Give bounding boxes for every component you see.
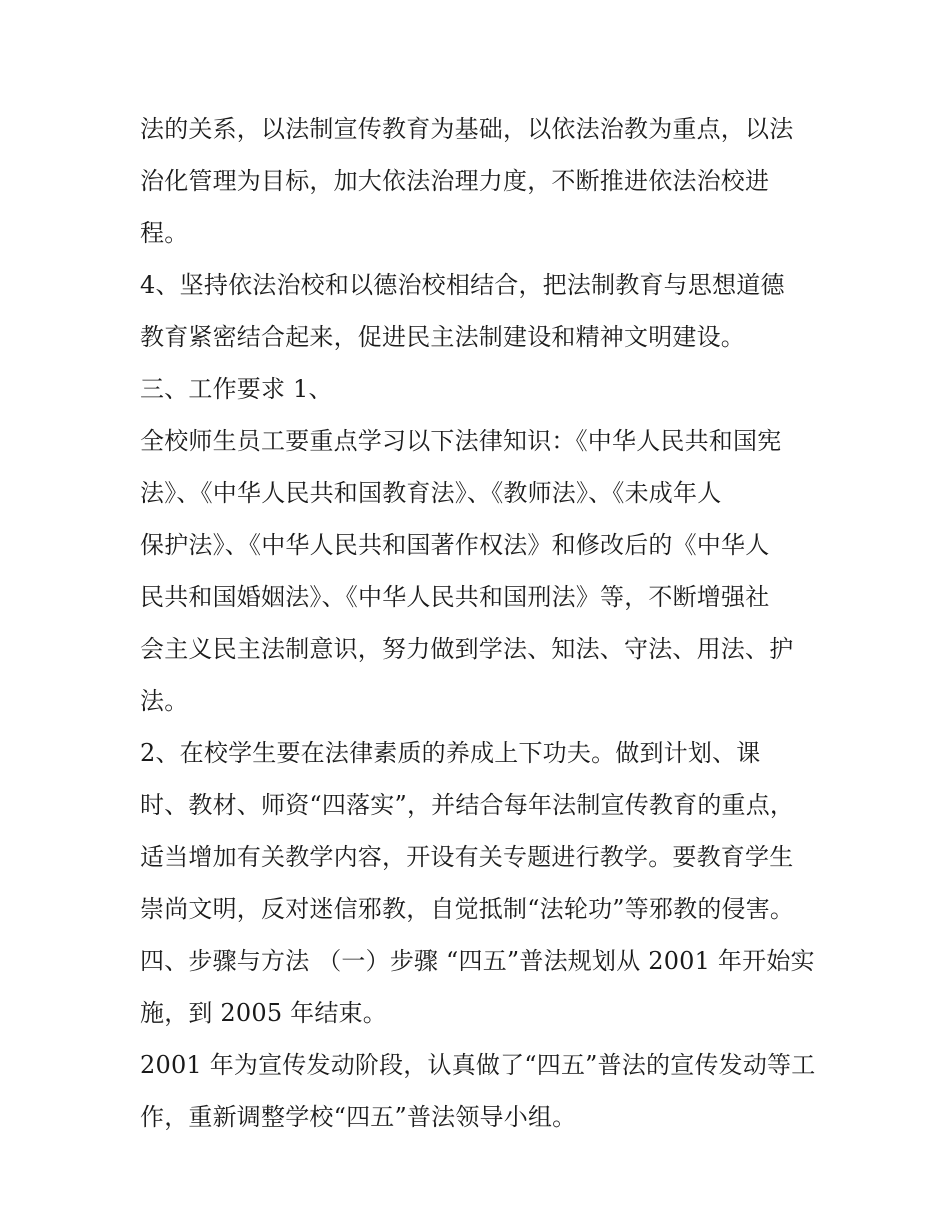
- text-line-15: 适当增加有关教学内容，开设有关专题进行教学。要教育学生: [140, 843, 794, 871]
- text-line-2: 治化管理为目标，加大依法治理力度，不断推进依法治校进: [140, 167, 770, 195]
- text-line-7: 全校师生员工要重点学习以下法律知识：《中华人民共和国宪: [140, 427, 782, 455]
- text-line-16: 崇尚文明，反对迷信邪教，自觉抵制“法轮功”等邪教的侵害。: [140, 895, 795, 923]
- text-line-18: 施，到 2005 年结束。: [140, 999, 387, 1027]
- text-line-3: 程。: [140, 219, 189, 247]
- text-line-1: 法的关系，以法制宣传教育为基础，以依法治教为重点，以法: [140, 115, 794, 143]
- text-line-10: 民共和国婚姻法》、《中华人民共和国刑法》等，不断增强社: [140, 583, 770, 611]
- text-line-20: 作，重新调整学校“四五”普法领导小组。: [140, 1103, 577, 1131]
- section-heading-steps-methods: 四、步骤与方法 （一）步骤 “四五”普法规划从 2001 年开始实: [140, 947, 815, 975]
- text-line-9: 保护法》、《中华人民共和国著作权法》和修改后的《中华人: [140, 531, 770, 559]
- text-line-12: 法。: [140, 687, 189, 715]
- text-line-14: 时、教材、师资“四落实”，并结合每年法制宣传教育的重点，: [140, 791, 795, 819]
- text-line-8: 法》、《中华人民共和国教育法》、《教师法》、《未成年人: [140, 479, 722, 507]
- text-line-13: 2、在校学生要在法律素质的养成上下功夫。做到计划、课: [140, 739, 761, 767]
- document-body: [140, 103, 820, 1143]
- text-line-5: 教育紧密结合起来，促进民主法制建设和精神文明建设。: [140, 323, 745, 351]
- section-heading-work-requirements: 三、工作要求 1、: [140, 375, 333, 403]
- text-line-11: 会主义民主法制意识，努力做到学法、知法、守法、用法、护: [140, 635, 794, 663]
- text-line-4: 4、坚持依法治校和以德治校相结合，把法制教育与思想道德: [140, 271, 785, 299]
- text-line-19: 2001 年为宣传发动阶段，认真做了“四五”普法的宣传发动等工: [140, 1051, 816, 1079]
